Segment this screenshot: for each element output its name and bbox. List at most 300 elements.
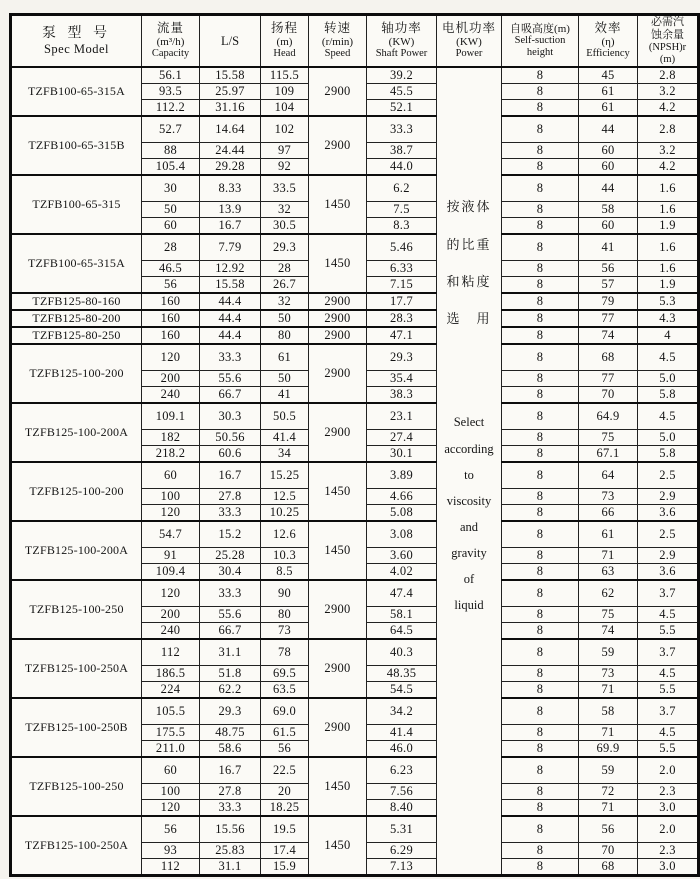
speed-cell: 2900 [309, 310, 367, 327]
ls-cell: 25.97 [200, 84, 261, 100]
header-row [11, 15, 699, 68]
suction-height-cell: 8 [502, 682, 579, 699]
col-header-power-en: Power [455, 48, 483, 60]
ls-cell: 27.8 [200, 489, 261, 505]
shaft-power-cell: 64.5 [367, 623, 437, 640]
head-cell: 80 [261, 607, 309, 623]
power-note-line: to [464, 468, 474, 482]
head-cell: 8.5 [261, 564, 309, 581]
table-row [11, 698, 699, 725]
col-header-shaft-power [367, 15, 437, 68]
shaft-power-cell: 38.7 [367, 143, 437, 159]
head-cell: 90 [261, 580, 309, 607]
suction-height-cell: 8 [502, 666, 579, 682]
model-cell: TZFB125-100-250 [11, 757, 142, 816]
speed-cell: 2900 [309, 116, 367, 175]
col-header-head-zh: 扬程 [270, 21, 298, 36]
table-row [11, 310, 699, 327]
shaft-power-cell: 29.3 [367, 344, 437, 371]
model-cell: TZFB125-100-250A [11, 816, 142, 876]
npsh-cell: 4.2 [638, 100, 699, 117]
suction-height-cell: 8 [502, 816, 579, 843]
efficiency-cell: 68 [579, 859, 638, 876]
shaft-power-cell: 34.2 [367, 698, 437, 725]
ls-cell: 55.6 [200, 607, 261, 623]
capacity-cell: 120 [142, 580, 200, 607]
table-row [11, 639, 699, 666]
ls-cell: 25.83 [200, 843, 261, 859]
head-cell: 97 [261, 143, 309, 159]
efficiency-cell: 70 [579, 387, 638, 404]
head-cell: 78 [261, 639, 309, 666]
col-header-speed [309, 15, 367, 68]
shaft-power-cell: 46.0 [367, 741, 437, 758]
shaft-power-cell: 4.66 [367, 489, 437, 505]
table-row [11, 462, 699, 489]
suction-height-cell: 8 [502, 505, 579, 522]
col-header-eff-en: Efficiency [586, 48, 630, 60]
pump-spec-table [9, 13, 700, 877]
head-cell: 15.9 [261, 859, 309, 876]
power-note-line: according [444, 442, 494, 456]
suction-height-cell: 8 [502, 175, 579, 202]
npsh-cell: 2.3 [638, 843, 699, 859]
suction-height-cell: 8 [502, 784, 579, 800]
npsh-cell: 3.2 [638, 84, 699, 100]
head-cell: 61 [261, 344, 309, 371]
npsh-cell: 3.7 [638, 639, 699, 666]
col-header-speed-en: Speed [324, 48, 351, 60]
shaft-power-cell: 7.15 [367, 277, 437, 294]
table-row [11, 757, 699, 784]
efficiency-cell: 62 [579, 580, 638, 607]
shaft-power-cell: 7.5 [367, 202, 437, 218]
npsh-cell: 4.5 [638, 344, 699, 371]
head-cell: 33.5 [261, 175, 309, 202]
ls-cell: 27.8 [200, 784, 261, 800]
head-cell: 41.4 [261, 430, 309, 446]
head-cell: 15.25 [261, 462, 309, 489]
table-row [11, 67, 699, 84]
efficiency-cell: 69.9 [579, 741, 638, 758]
speed-cell: 2900 [309, 639, 367, 698]
col-header-suction-zh: 自吸高度(m) [510, 22, 570, 35]
head-cell: 17.4 [261, 843, 309, 859]
speed-cell: 2900 [309, 293, 367, 310]
table-row [11, 521, 699, 548]
capacity-cell: 112 [142, 859, 200, 876]
efficiency-cell: 72 [579, 784, 638, 800]
suction-height-cell: 8 [502, 143, 579, 159]
capacity-cell: 160 [142, 327, 200, 344]
col-header-npsh-en1: (NPSH)r [648, 41, 687, 53]
capacity-cell: 46.5 [142, 261, 200, 277]
npsh-cell: 4 [638, 327, 699, 344]
ls-cell: 14.64 [200, 116, 261, 143]
speed-cell: 2900 [309, 698, 367, 757]
capacity-cell: 182 [142, 430, 200, 446]
head-cell: 80 [261, 327, 309, 344]
shaft-power-cell: 40.3 [367, 639, 437, 666]
head-cell: 12.6 [261, 521, 309, 548]
ls-cell: 48.75 [200, 725, 261, 741]
speed-cell: 2900 [309, 327, 367, 344]
ls-cell: 8.33 [200, 175, 261, 202]
shaft-power-cell: 41.4 [367, 725, 437, 741]
suction-height-cell: 8 [502, 859, 579, 876]
power-note-line: gravity [451, 546, 487, 560]
capacity-cell: 224 [142, 682, 200, 699]
suction-height-cell: 8 [502, 234, 579, 261]
ls-cell: 12.92 [200, 261, 261, 277]
head-cell: 50.5 [261, 403, 309, 430]
efficiency-cell: 75 [579, 430, 638, 446]
model-cell: TZFB100-65-315A [11, 67, 142, 116]
head-cell: 34 [261, 446, 309, 463]
shaft-power-cell: 6.33 [367, 261, 437, 277]
shaft-power-cell: 6.29 [367, 843, 437, 859]
ls-cell: 33.3 [200, 800, 261, 817]
npsh-cell: 1.9 [638, 277, 699, 294]
head-cell: 92 [261, 159, 309, 176]
npsh-cell: 2.8 [638, 116, 699, 143]
suction-height-cell: 8 [502, 327, 579, 344]
npsh-cell: 2.8 [638, 67, 699, 84]
efficiency-cell: 60 [579, 218, 638, 235]
capacity-cell: 186.5 [142, 666, 200, 682]
col-header-eff-unit: (η) [601, 35, 615, 48]
npsh-cell: 5.5 [638, 623, 699, 640]
suction-height-cell: 8 [502, 84, 579, 100]
ls-cell: 44.4 [200, 327, 261, 344]
head-cell: 30.5 [261, 218, 309, 235]
capacity-cell: 120 [142, 800, 200, 817]
efficiency-cell: 71 [579, 548, 638, 564]
model-cell: TZFB125-100-200A [11, 403, 142, 462]
head-cell: 73 [261, 623, 309, 640]
head-cell: 50 [261, 310, 309, 327]
ls-cell: 29.28 [200, 159, 261, 176]
capacity-cell: 100 [142, 784, 200, 800]
head-cell: 10.3 [261, 548, 309, 564]
model-cell: TZFB125-100-200A [11, 521, 142, 580]
shaft-power-cell: 7.13 [367, 859, 437, 876]
suction-height-cell: 8 [502, 218, 579, 235]
capacity-cell: 105.4 [142, 159, 200, 176]
capacity-cell: 50 [142, 202, 200, 218]
shaft-power-cell: 47.1 [367, 327, 437, 344]
capacity-cell: 120 [142, 505, 200, 522]
efficiency-cell: 59 [579, 639, 638, 666]
power-note-line: liquid [454, 598, 484, 612]
shaft-power-cell: 39.2 [367, 67, 437, 84]
npsh-cell: 1.6 [638, 234, 699, 261]
head-cell: 109 [261, 84, 309, 100]
col-header-suction-en1: Self-suction [514, 35, 566, 47]
model-cell: TZFB100-65-315B [11, 116, 142, 175]
suction-height-cell: 8 [502, 371, 579, 387]
efficiency-cell: 63 [579, 564, 638, 581]
table-row [11, 580, 699, 607]
head-cell: 104 [261, 100, 309, 117]
col-header-power-unit: (KW) [456, 35, 482, 48]
head-cell: 115.5 [261, 67, 309, 84]
npsh-cell: 4.5 [638, 607, 699, 623]
speed-cell: 1450 [309, 757, 367, 816]
col-header-efficiency [579, 15, 638, 68]
table-row [11, 344, 699, 371]
suction-height-cell: 8 [502, 430, 579, 446]
efficiency-cell: 73 [579, 666, 638, 682]
ls-cell: 31.1 [200, 859, 261, 876]
npsh-cell: 5.8 [638, 387, 699, 404]
efficiency-cell: 56 [579, 261, 638, 277]
suction-height-cell: 8 [502, 202, 579, 218]
capacity-cell: 56 [142, 816, 200, 843]
npsh-cell: 3.0 [638, 859, 699, 876]
suction-height-cell: 8 [502, 159, 579, 176]
ls-cell: 15.2 [200, 521, 261, 548]
ls-cell: 55.6 [200, 371, 261, 387]
ls-cell: 15.58 [200, 277, 261, 294]
npsh-cell: 2.5 [638, 462, 699, 489]
npsh-cell: 1.9 [638, 218, 699, 235]
npsh-cell: 2.0 [638, 757, 699, 784]
col-header-npsh-zh2: 蚀余量 [651, 28, 684, 41]
col-header-head [261, 15, 309, 68]
table-row [11, 327, 699, 344]
npsh-cell: 3.0 [638, 800, 699, 817]
capacity-cell: 30 [142, 175, 200, 202]
capacity-cell: 88 [142, 143, 200, 159]
ls-cell: 30.4 [200, 564, 261, 581]
capacity-cell: 112 [142, 639, 200, 666]
col-header-capacity-unit: (m³/h) [156, 35, 185, 48]
capacity-cell: 240 [142, 387, 200, 404]
shaft-power-cell: 5.31 [367, 816, 437, 843]
capacity-cell: 28 [142, 234, 200, 261]
ls-cell: 44.4 [200, 310, 261, 327]
head-cell: 32 [261, 202, 309, 218]
capacity-cell: 109.1 [142, 403, 200, 430]
efficiency-cell: 71 [579, 800, 638, 817]
shaft-power-cell: 30.1 [367, 446, 437, 463]
suction-height-cell: 8 [502, 277, 579, 294]
efficiency-cell: 64 [579, 462, 638, 489]
npsh-cell: 1.6 [638, 175, 699, 202]
suction-height-cell: 8 [502, 580, 579, 607]
shaft-power-cell: 35.4 [367, 371, 437, 387]
suction-height-cell: 8 [502, 639, 579, 666]
speed-cell: 2900 [309, 403, 367, 462]
col-header-speed-unit: (r/min) [321, 35, 354, 48]
shaft-power-cell: 3.60 [367, 548, 437, 564]
ls-cell: 33.3 [200, 344, 261, 371]
suction-height-cell: 8 [502, 521, 579, 548]
ls-cell: 62.2 [200, 682, 261, 699]
capacity-cell: 60 [142, 218, 200, 235]
col-header-model-en: Spec Model [43, 41, 110, 56]
col-header-shaft-unit: (KW) [388, 35, 415, 48]
efficiency-cell: 61 [579, 84, 638, 100]
suction-height-cell: 8 [502, 489, 579, 505]
ls-cell: 50.56 [200, 430, 261, 446]
head-cell: 18.25 [261, 800, 309, 817]
shaft-power-cell: 7.56 [367, 784, 437, 800]
npsh-cell: 4.5 [638, 666, 699, 682]
efficiency-cell: 61 [579, 100, 638, 117]
efficiency-cell: 41 [579, 234, 638, 261]
col-header-capacity-zh: 流量 [156, 21, 184, 36]
suction-height-cell: 8 [502, 843, 579, 859]
speed-cell: 1450 [309, 234, 367, 293]
head-cell: 61.5 [261, 725, 309, 741]
ls-cell: 15.56 [200, 816, 261, 843]
efficiency-cell: 61 [579, 521, 638, 548]
head-cell: 63.5 [261, 682, 309, 699]
head-cell: 50 [261, 371, 309, 387]
col-header-head-unit: (m) [276, 35, 293, 48]
suction-height-cell: 8 [502, 344, 579, 371]
efficiency-cell: 77 [579, 310, 638, 327]
shaft-power-cell: 27.4 [367, 430, 437, 446]
ls-cell: 60.6 [200, 446, 261, 463]
capacity-cell: 56 [142, 277, 200, 294]
col-header-npsh [638, 15, 699, 68]
ls-cell: 33.3 [200, 580, 261, 607]
col-header-npsh-zh1: 必需汽 [651, 16, 684, 29]
suction-height-cell: 8 [502, 564, 579, 581]
suction-height-cell: 8 [502, 725, 579, 741]
capacity-cell: 52.7 [142, 116, 200, 143]
col-header-model-zh: 泵 型 号 [42, 25, 111, 41]
suction-height-cell: 8 [502, 387, 579, 404]
npsh-cell: 4.5 [638, 725, 699, 741]
model-cell: TZFB125-100-250B [11, 698, 142, 757]
col-header-ls [200, 15, 261, 68]
shaft-power-cell: 4.02 [367, 564, 437, 581]
speed-cell: 2900 [309, 580, 367, 639]
ls-cell: 44.4 [200, 293, 261, 310]
shaft-power-cell: 17.7 [367, 293, 437, 310]
speed-cell: 1450 [309, 521, 367, 580]
npsh-cell: 5.3 [638, 293, 699, 310]
ls-cell: 16.7 [200, 462, 261, 489]
model-cell: TZFB125-100-200 [11, 462, 142, 521]
capacity-cell: 211.0 [142, 741, 200, 758]
shaft-power-cell: 48.35 [367, 666, 437, 682]
shaft-power-cell: 44.0 [367, 159, 437, 176]
suction-height-cell: 8 [502, 800, 579, 817]
col-header-suction-en2: height [526, 47, 554, 59]
suction-height-cell: 8 [502, 310, 579, 327]
capacity-cell: 60 [142, 462, 200, 489]
col-header-suction [502, 15, 579, 68]
table-row [11, 234, 699, 261]
shaft-power-cell: 38.3 [367, 387, 437, 404]
power-note-line: 和粘度 [446, 274, 492, 289]
efficiency-cell: 66 [579, 505, 638, 522]
head-cell: 22.5 [261, 757, 309, 784]
shaft-power-cell: 33.3 [367, 116, 437, 143]
col-header-shaft-zh: 轴功率 [381, 21, 422, 36]
efficiency-cell: 44 [579, 175, 638, 202]
ls-cell: 16.7 [200, 757, 261, 784]
col-header-capacity [142, 15, 200, 68]
shaft-power-cell: 5.46 [367, 234, 437, 261]
table-row [11, 293, 699, 310]
suction-height-cell: 8 [502, 607, 579, 623]
efficiency-cell: 56 [579, 816, 638, 843]
col-header-eff-zh: 效率 [594, 21, 622, 36]
efficiency-cell: 77 [579, 371, 638, 387]
capacity-cell: 160 [142, 310, 200, 327]
power-note-cell [437, 67, 502, 876]
col-header-power [437, 15, 502, 68]
col-header-head-en: Head [273, 48, 296, 60]
suction-height-cell: 8 [502, 100, 579, 117]
capacity-cell: 240 [142, 623, 200, 640]
ls-cell: 33.3 [200, 505, 261, 522]
power-note-line: of [463, 572, 475, 586]
model-cell: TZFB125-100-250 [11, 580, 142, 639]
col-header-capacity-en: Capacity [151, 48, 190, 60]
col-header-shaft-en: Shaft Power [375, 48, 428, 60]
suction-height-cell: 8 [502, 67, 579, 84]
head-cell: 69.0 [261, 698, 309, 725]
suction-height-cell: 8 [502, 293, 579, 310]
speed-cell: 2900 [309, 67, 367, 116]
table-row [11, 116, 699, 143]
head-cell: 41 [261, 387, 309, 404]
power-note-line: and [459, 520, 479, 534]
shaft-power-cell: 28.3 [367, 310, 437, 327]
col-header-speed-zh: 转速 [323, 21, 351, 36]
model-cell: TZFB125-100-200 [11, 344, 142, 403]
suction-height-cell: 8 [502, 741, 579, 758]
power-note [437, 68, 501, 874]
npsh-cell: 4.3 [638, 310, 699, 327]
capacity-cell: 105.5 [142, 698, 200, 725]
capacity-cell: 91 [142, 548, 200, 564]
shaft-power-cell: 6.23 [367, 757, 437, 784]
ls-cell: 31.16 [200, 100, 261, 117]
npsh-cell: 5.5 [638, 682, 699, 699]
npsh-cell: 2.0 [638, 816, 699, 843]
head-cell: 26.7 [261, 277, 309, 294]
efficiency-cell: 60 [579, 143, 638, 159]
efficiency-cell: 45 [579, 67, 638, 84]
ls-cell: 13.9 [200, 202, 261, 218]
efficiency-cell: 70 [579, 843, 638, 859]
npsh-cell: 2.9 [638, 548, 699, 564]
efficiency-cell: 74 [579, 327, 638, 344]
capacity-cell: 56.1 [142, 67, 200, 84]
suction-height-cell: 8 [502, 623, 579, 640]
suction-height-cell: 8 [502, 116, 579, 143]
capacity-cell: 218.2 [142, 446, 200, 463]
col-header-power-zh: 电机功率 [441, 21, 496, 36]
ls-cell: 24.44 [200, 143, 261, 159]
efficiency-cell: 44 [579, 116, 638, 143]
suction-height-cell: 8 [502, 698, 579, 725]
shaft-power-cell: 3.89 [367, 462, 437, 489]
capacity-cell: 200 [142, 607, 200, 623]
npsh-cell: 4.2 [638, 159, 699, 176]
shaft-power-cell: 54.5 [367, 682, 437, 699]
npsh-cell: 4.5 [638, 403, 699, 430]
capacity-cell: 120 [142, 344, 200, 371]
